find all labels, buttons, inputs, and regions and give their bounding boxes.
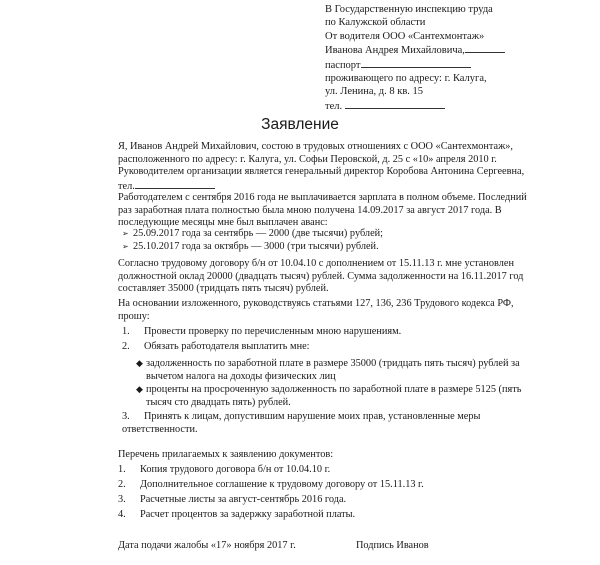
item-number: 2.: [118, 479, 126, 490]
attachments-heading: Перечень прилагаемых к заявлению документов:: [118, 449, 334, 460]
payment-item: [136, 357, 520, 383]
text-line: тысяч сто двадцать пять) рублей.: [146, 396, 291, 408]
item-number: 3.: [118, 494, 126, 505]
header-line: ул. Ленина, д. 8 кв. 15: [325, 86, 424, 98]
request-text: Обязать работодателя выплатить мне:: [144, 341, 310, 352]
header-line: В Государственную инспекцию труда: [325, 4, 493, 15]
text-line: Я, Иванов Андрей Михайлович, состою в трудовых отношениях с ООО «Сантехмонтаж»,: [118, 141, 513, 152]
attachment-text: Копия трудового договора б/н от 10.04.10 г.: [140, 464, 331, 475]
signature: Подпись Иванов: [356, 540, 429, 551]
arrow-bullet-icon: ➢: [122, 229, 129, 238]
text-line: ответственности.: [122, 423, 198, 435]
text-line: На основании изложенного, руководствуясь статьями 127, 136, 236 Трудового кодекса РФ,: [118, 298, 514, 309]
advance-text: 25.09.2017 года за сентябрь — 2000 (две тысячи) рублей;: [133, 228, 384, 239]
diamond-bullet-icon: ◆: [136, 384, 143, 394]
contract-paragraph: [118, 258, 524, 296]
request-item: [122, 326, 401, 339]
text-line: должностной оклад 20000 (двадцать тысяч) рублей. Сумма задолженности на 16.11.2017 год: [118, 270, 524, 282]
item-number: 1.: [122, 326, 130, 337]
item-number: 1.: [118, 464, 126, 475]
basis-paragraph: [118, 298, 514, 323]
text-line: вычетом налога на доходы физических лиц: [146, 370, 336, 382]
text-line: прошу:: [118, 310, 150, 322]
attachment-item: [118, 464, 330, 477]
phone-label: тел.: [325, 100, 343, 112]
payment-text: задолженность по заработной плате в размере 35000 (тридцать пять тысяч) рублей за: [146, 358, 520, 369]
attachment-text: Дополнительное соглашение к трудовому договору от 15.11.13 г.: [140, 479, 424, 490]
text-line: Согласно трудовому договору б/н от 10.04.10 с дополнением от 15.11.13 г. мне установлен: [118, 258, 514, 269]
header-line: [325, 43, 590, 57]
passport-label: паспорт: [325, 59, 361, 71]
header-line: От водителя ООО «Сантехмонтаж»: [325, 30, 485, 42]
attachment-item: [118, 509, 355, 522]
text-line: Работодателем с сентября 2016 года не выплачивается зарплата в полном объеме. Последний: [118, 192, 527, 203]
blank-line: [345, 99, 445, 109]
header-line: [325, 99, 590, 113]
text-line: [122, 411, 480, 424]
request-text: Провести проверку по перечисленным мною нарушениям.: [144, 326, 402, 337]
request-text: Принять к лицам, допустившим нарушение моих прав, установленные меры: [144, 411, 481, 422]
intro-paragraph: [118, 141, 525, 193]
request-item: [122, 341, 310, 354]
attachment-item: [118, 479, 424, 492]
item-number: 2.: [122, 341, 130, 352]
blank-line: [135, 179, 215, 189]
blank-line: [465, 43, 505, 53]
advance-item: [122, 241, 379, 254]
payment-item: [136, 383, 521, 409]
blank-line: [361, 58, 471, 68]
wages-paragraph: [118, 192, 527, 230]
document-title: Заявление: [261, 116, 339, 133]
item-number: 3.: [122, 411, 130, 422]
attachment-text: Расчет процентов за задержку заработной платы.: [140, 509, 356, 520]
text-line: раз заработная плата полностью была мною получена 14.09.2017 за август 2017 года. В: [118, 204, 502, 216]
diamond-bullet-icon: ◆: [136, 358, 143, 368]
header-line: [325, 58, 590, 72]
advance-text: 25.10.2017 года за октябрь — 3000 (три тысячи) рублей.: [133, 241, 379, 252]
header-line: по Калужской области: [325, 17, 426, 29]
addressee-block: [325, 3, 590, 113]
submission-date: Дата подачи жалобы «17» ноября 2017 г.: [118, 540, 296, 551]
arrow-bullet-icon: ➢: [122, 242, 129, 251]
text-line: расположенного по адресу: г. Калуга, ул. Софьи Перовской, д. 25 с «10» апреля 2010 г.: [118, 153, 497, 165]
text-line: [136, 383, 521, 397]
text-line: Руководителем организации является генеральный директор Коробова Антонина Сергеевна,: [118, 166, 525, 178]
attachment-text: Расчетные листы за август-сентябрь 2016 года.: [140, 494, 347, 505]
text-line: [136, 357, 520, 371]
header-line: проживающего по адресу: г. Калуга,: [325, 73, 487, 85]
sender-name: Иванова Андрея Михайловича,: [325, 45, 465, 57]
text-line: составляет 35000 (тридцать пять тысяч) рублей.: [118, 283, 329, 295]
item-number: 4.: [118, 509, 126, 520]
advance-item: [122, 228, 383, 241]
text-line: последующие месяцы мне был выплачен аванс:: [118, 217, 328, 229]
attachment-item: [118, 494, 346, 507]
phone-label: тел.: [118, 180, 135, 192]
request-item: [122, 411, 480, 436]
payment-text: проценты на просроченную задолженность по заработной плате в размере 5125 (пять: [146, 384, 522, 395]
